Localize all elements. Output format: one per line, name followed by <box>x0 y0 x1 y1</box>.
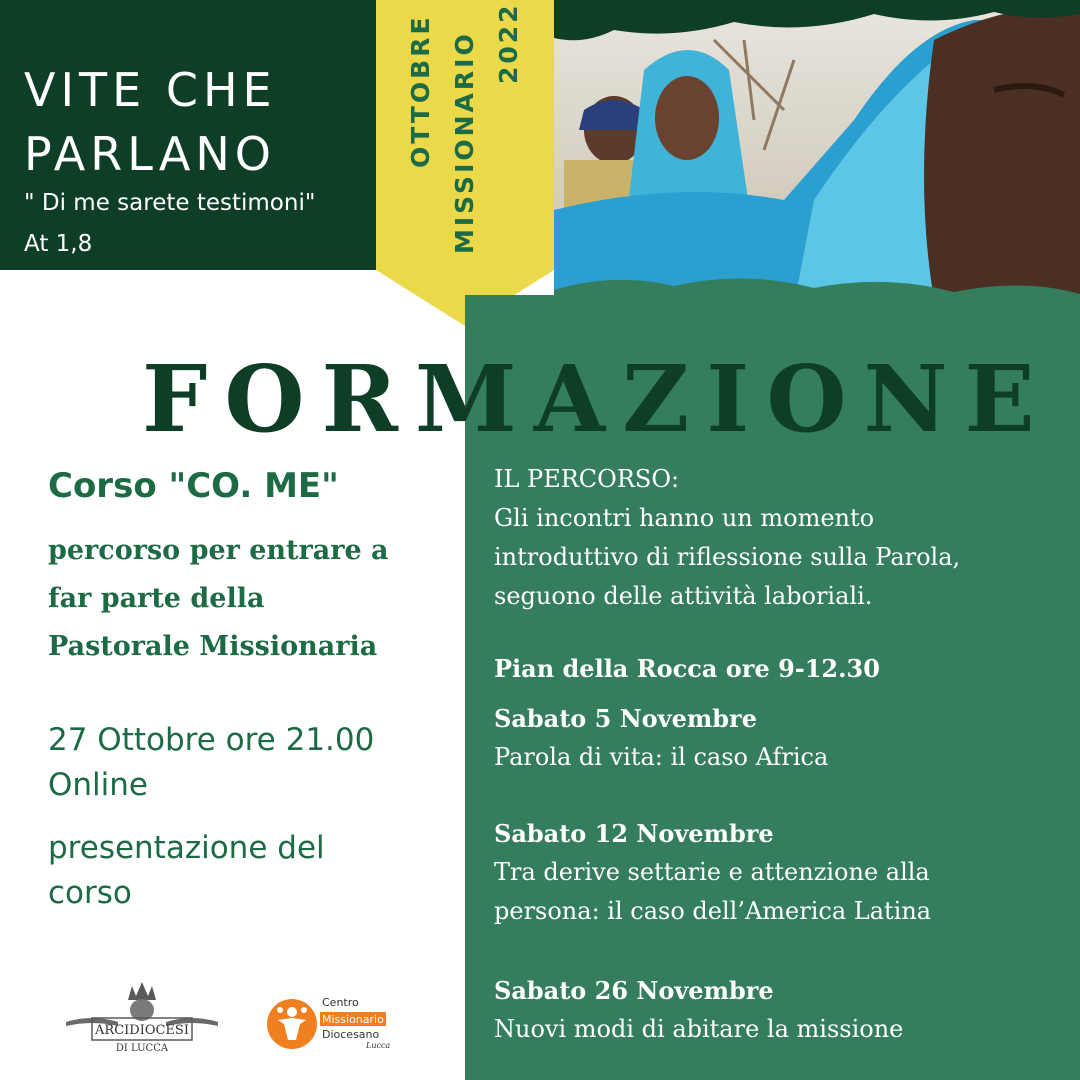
session-date: Sabato 5 Novembre <box>494 704 757 733</box>
session-topic-line: Parola di vita: il caso Africa <box>494 743 829 771</box>
banner-line-year: 2022 <box>494 2 523 84</box>
header-reference: At 1,8 <box>24 231 93 257</box>
program-intro-line: seguono delle attività laboriali. <box>494 582 873 610</box>
session-topic-line: Tra derive settarie e attenzione alla <box>494 858 930 886</box>
course-subtitle-line: percorso per entrare a <box>48 535 389 566</box>
course-presentation-line: presentazione del <box>48 830 325 866</box>
session-item <box>494 699 1074 777</box>
centro-logo-line3: Diocesano <box>322 1028 380 1041</box>
centro-logo-line2: Missionario <box>322 1013 384 1026</box>
page-heading: FORMAZIONE <box>142 345 1052 453</box>
centro-logo-line4: Lucca <box>366 1041 391 1050</box>
course-presentation <box>48 826 458 916</box>
header-title-line: VITE CHE <box>24 63 277 117</box>
centro-missionario-logo <box>266 990 396 1056</box>
session-item <box>494 971 1074 1049</box>
program-location: Pian della Rocca ore 9-12.30 <box>494 654 880 683</box>
program-intro-line: introduttivo di riflessione sulla Parola, <box>494 543 961 571</box>
archdiocese-logo <box>62 978 222 1056</box>
course-subtitle-line: Pastorale Missionaria <box>48 631 378 662</box>
centro-logo-line1: Centro <box>322 996 359 1009</box>
header-title <box>24 58 374 186</box>
program-intro-line: Gli incontri hanno un momento <box>494 504 875 532</box>
session-date: Sabato 26 Novembre <box>494 976 774 1005</box>
session-item <box>494 814 1074 931</box>
header-title-line: PARLANO <box>24 127 276 181</box>
course-date-line: Online <box>48 767 148 803</box>
banner-line-ottobre: OTTOBRE <box>406 14 435 168</box>
session-topic-line: Nuovi modi di abitare la missione <box>494 1015 904 1043</box>
course-subtitle-line: far parte della <box>48 583 265 614</box>
banner-text <box>376 0 554 270</box>
session-date: Sabato 12 Novembre <box>494 819 774 848</box>
archdiocese-logo-line1: ARCIDIOCESI <box>95 1023 189 1038</box>
archdiocese-logo-line2: DI LUCCA <box>115 1043 169 1054</box>
session-topic-line: persona: il caso dell’America Latina <box>494 897 932 925</box>
banner-line-missionario: MISSIONARIO <box>450 31 479 254</box>
program-intro-title: IL PERCORSO: <box>494 465 680 493</box>
course-title: Corso "CO. ME" <box>48 466 339 506</box>
course-date <box>48 718 458 808</box>
course-presentation-line: corso <box>48 875 132 911</box>
photo-women-blue-veils <box>554 0 1080 305</box>
header-quote: " Di me sarete testimoni" <box>24 190 316 216</box>
program-intro <box>494 460 1074 616</box>
course-date-line: 27 Ottobre ore 21.00 <box>48 722 375 758</box>
course-subtitle <box>48 527 458 671</box>
